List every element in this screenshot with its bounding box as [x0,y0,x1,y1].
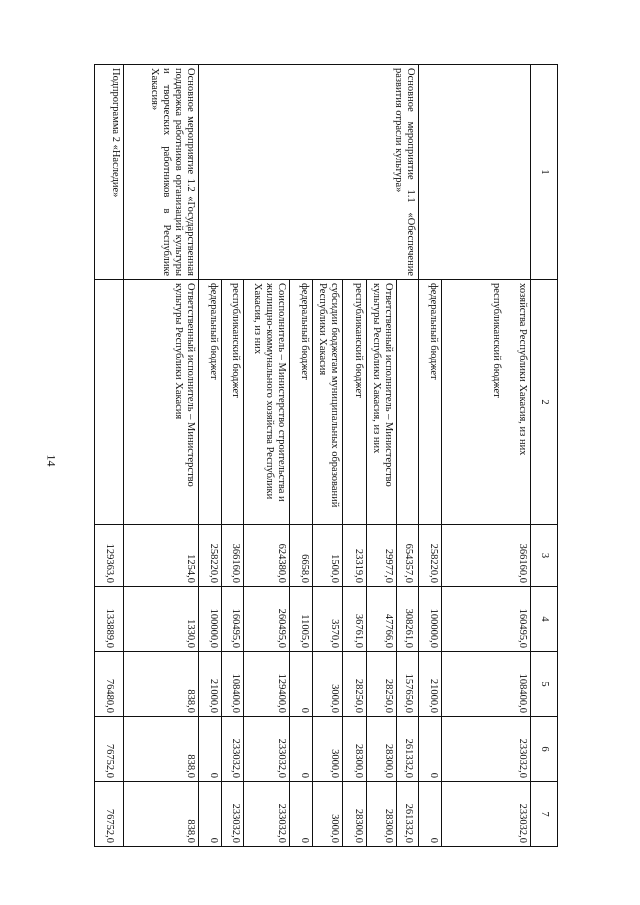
value-cell: 233032,0 [441,782,530,847]
value-cell: 100000,0 [198,587,221,652]
value-cell: 260495,0 [244,587,290,652]
row-label: Соисполнитель – Министерство строительства и жилищно-коммунального хозяйства Республики Хакасия, из них [244,280,290,525]
value-cell: 233032,0 [244,717,290,782]
value-cell: 28300,0 [366,782,396,847]
value-cell: 233032,0 [221,782,244,847]
activity-name: Основное мероприятие 1.2 «Государственная поддержка работников организаций культуры и творческих работников в Республике Хакасия» [124,65,199,280]
table-row [441,65,530,847]
row-label: субсидии бюджетам муниципальных образований Республики Хакасия [312,280,342,525]
empty-cell [95,280,124,525]
value-cell: 108400,0 [441,652,530,717]
value-cell: 76480,0 [95,652,124,717]
row-label: Ответственный исполнитель – Министерство культуры Республики Хакасия, из них [366,280,396,525]
value-cell: 76752,0 [95,782,124,847]
rotated-table-wrapper [94,64,558,846]
value-cell: 258220,0 [418,525,441,587]
value-cell: 21000,0 [418,652,441,717]
header-cell: 2 [531,280,558,525]
table-row [95,65,124,847]
value-cell: 366160,0 [221,525,244,587]
value-cell: 308261,0 [397,587,419,652]
value-cell: 21000,0 [198,652,221,717]
label-line: республиканский бюджет [490,283,502,398]
value-cell: 28250,0 [343,652,367,717]
value-cell: 100000,0 [418,587,441,652]
value-cell: 0 [290,782,313,847]
value-cell: 28300,0 [343,717,367,782]
value-cell: 28300,0 [366,717,396,782]
value-cell: 0 [198,717,221,782]
header-row [531,65,558,847]
value-cell: 0 [290,717,313,782]
value-cell: 76752,0 [95,717,124,782]
value-cell: 3000,0 [312,717,342,782]
value-cell: 233032,0 [441,717,530,782]
value-cell: 0 [290,652,313,717]
value-cell: 3000,0 [312,652,342,717]
value-cell: 108400,0 [221,652,244,717]
subprogram-name: Подпрограмма 2 «Наследие» [95,65,124,280]
row-label: Ответственный исполнитель – Министерство культуры Республики Хакасия [124,280,199,525]
row-label: республиканский бюджет [343,280,367,525]
value-cell: 29977,0 [366,525,396,587]
value-cell: 36761,0 [343,587,367,652]
label-line: хозяйства Республики Хакасия, из них [517,283,528,456]
header-cell: 5 [531,652,558,717]
value-cell: 11005,0 [290,587,313,652]
page-number: 14 [44,454,59,467]
value-cell: 233032,0 [221,717,244,782]
value-cell: 129363,0 [95,525,124,587]
value-cell: 0 [198,782,221,847]
row-label: республиканский бюджет [221,280,244,525]
row-label [441,280,530,525]
value-cell: 261332,0 [397,717,419,782]
value-cell: 1500,0 [312,525,342,587]
value-cell: 1330,0 [124,587,199,652]
value-cell: 3570,0 [312,587,342,652]
value-cell: 0 [418,782,441,847]
table-row [124,65,199,847]
value-cell: 6658,0 [290,525,313,587]
value-cell: 157650,0 [397,652,419,717]
value-cell: 258220,0 [198,525,221,587]
header-cell: 6 [531,717,558,782]
budget-table [94,64,558,847]
value-cell: 1254,0 [124,525,199,587]
value-cell: 28250,0 [366,652,396,717]
table-row [397,65,419,847]
value-cell: 0 [418,717,441,782]
value-cell: 261332,0 [397,782,419,847]
value-cell: 23319,0 [343,525,367,587]
empty-cell [418,65,530,280]
header-cell: 4 [531,587,558,652]
value-cell: 3000,0 [312,782,342,847]
empty-cell [397,280,419,525]
row-label: федеральный бюджет [418,280,441,525]
value-cell: 28300,0 [343,782,367,847]
value-cell: 160495,0 [441,587,530,652]
value-cell: 838,0 [124,717,199,782]
value-cell: 129400,0 [244,652,290,717]
activity-name: Основное мероприятие 1.1 «Обеспечение развития отрасли культура» [198,65,418,280]
value-cell: 366160,0 [441,525,530,587]
value-cell: 133889,0 [95,587,124,652]
value-cell: 654357,0 [397,525,419,587]
value-cell: 233032,0 [244,782,290,847]
header-cell: 1 [531,65,558,280]
header-cell: 7 [531,782,558,847]
row-label: федеральный бюджет [198,280,221,525]
row-label: федеральный бюджет [290,280,313,525]
value-cell: 838,0 [124,782,199,847]
value-cell: 838,0 [124,652,199,717]
value-cell: 160495,0 [221,587,244,652]
header-cell: 3 [531,525,558,587]
value-cell: 624380,0 [244,525,290,587]
value-cell: 47766,0 [366,587,396,652]
